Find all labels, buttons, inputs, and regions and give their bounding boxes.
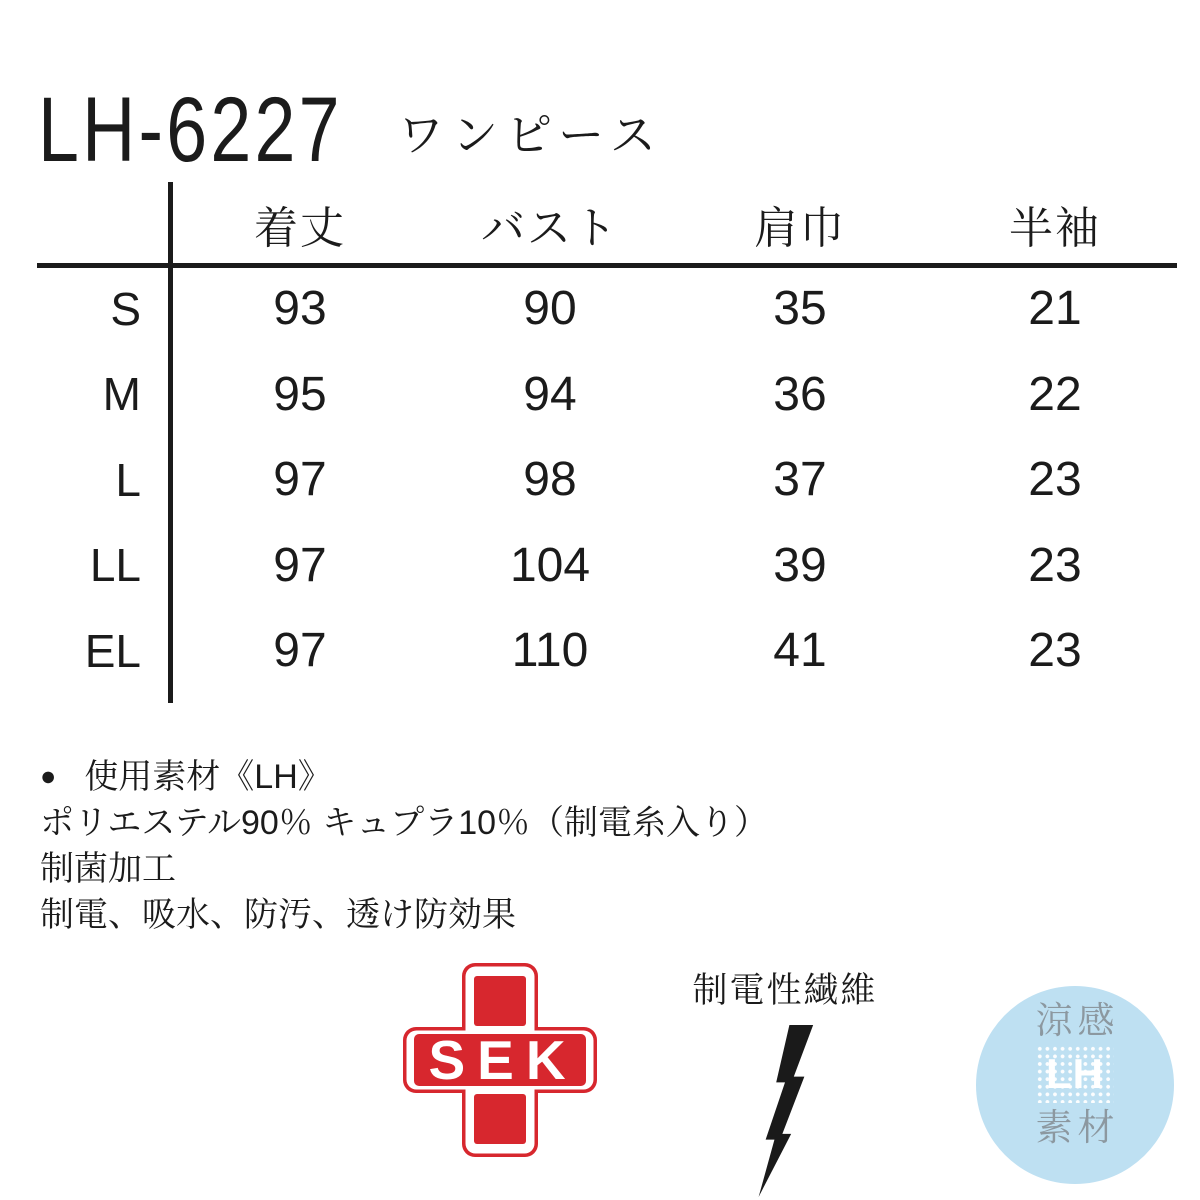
materials-treatment: 制菌加工 [40,850,176,888]
size-value-col3: 23 [1028,538,1082,592]
column-header-1: バスト [481,204,619,253]
product-name: ワンピース [398,109,664,161]
column-header-3: 半袖 [1009,204,1101,253]
size-value-col3: 23 [1028,624,1082,678]
materials-features: 制電、吸水、防汚、透け防効果 [40,896,516,934]
size-value-col2: 39 [773,538,827,592]
sek-mark [403,963,597,1157]
materials-heading-line [40,753,768,800]
size-label: L [115,453,141,506]
size-value-col0: 93 [273,282,327,336]
cool-lh-dotbox [1036,1045,1114,1103]
size-table [0,182,1185,694]
lightning-bolt-icon [741,1025,829,1197]
cool-badge-top-label: 涼感 [1035,1000,1120,1041]
cool-badge-bottom-label: 素材 [1035,1106,1120,1148]
size-value-col1: 98 [523,453,577,507]
column-header-0: 着丈 [254,204,346,253]
size-value-col3: 22 [1028,367,1082,421]
materials-section [40,753,768,938]
column-header-2: 肩巾 [754,204,846,253]
size-label: S [110,282,141,335]
size-value-col0: 97 [273,453,327,507]
cool-material-badge [976,986,1174,1184]
antistatic-badge [660,963,910,1197]
cool-lh-text: LH [1046,1049,1104,1097]
size-value-col2: 37 [773,453,827,507]
sek-text: SEK [428,1029,578,1091]
size-value-col0: 97 [273,538,327,592]
size-value-col0: 95 [273,367,327,421]
size-value-col0: 97 [273,624,327,678]
size-value-col3: 23 [1028,453,1082,507]
product-code: LH-6227 [38,79,343,181]
size-value-col1: 94 [523,367,577,421]
materials-heading: 使用素材《LH》 [84,758,332,796]
sek-cross-icon [403,963,597,1157]
size-label: EL [84,624,141,677]
size-label: LL [89,539,141,592]
size-value-col2: 36 [773,367,827,421]
bullet-icon: ● [40,761,57,791]
antistatic-label: 制電性繊維 [692,971,878,1010]
size-value-col2: 35 [773,282,827,336]
size-value-col1: 110 [511,624,589,678]
size-value-col2: 41 [773,624,827,678]
size-value-col3: 21 [1028,282,1082,336]
materials-composition: ポリエステル90％ キュプラ10％（制電糸入り） [40,804,769,842]
size-label: M [102,368,141,421]
size-value-col1: 104 [509,538,591,592]
size-value-col1: 90 [523,282,577,336]
